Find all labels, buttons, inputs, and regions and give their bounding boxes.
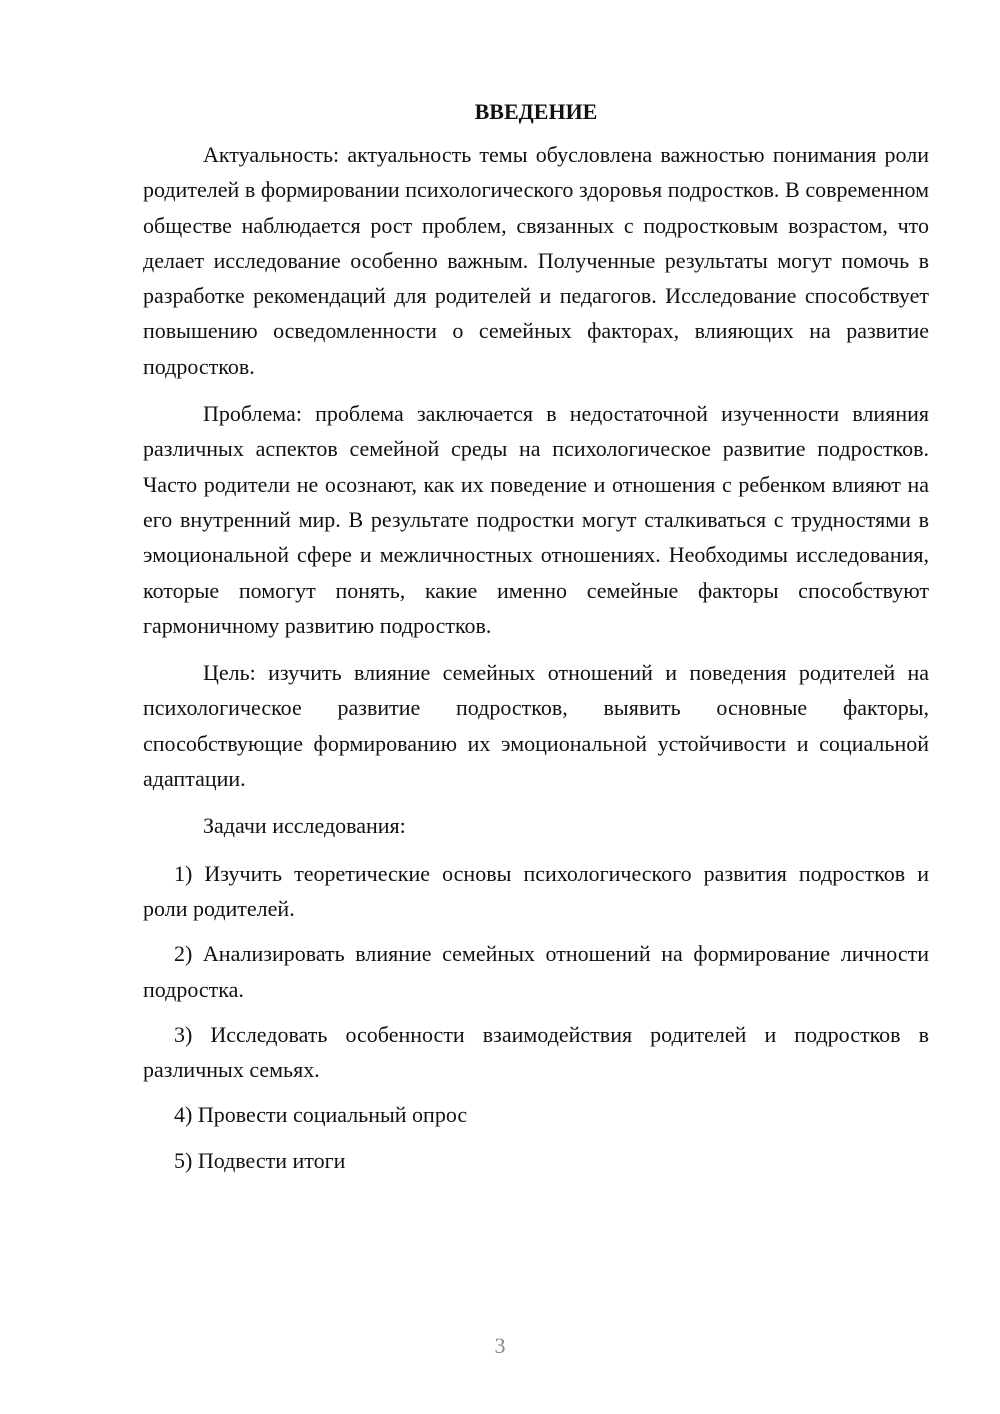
tasks-list xyxy=(143,856,929,1178)
list-item: 1) Изучить теоретические основы психологического развития подростков и роли родителей. xyxy=(143,860,929,921)
list-item: 4) Провести социальный опрос xyxy=(174,1102,468,1128)
list-item: 2) Анализировать влияние семейных отношений на формирование личности подростка. xyxy=(143,941,929,1002)
list-item: 3) Исследовать особенности взаимодействия родителей и подростков в различных семьях. xyxy=(143,1021,929,1083)
paragraph-relevance: Актуальность: актуальность темы обусловлена важностью понимания роли родителей в формировании психологического здоровья подростков. В современном обществе наблюдается рост проблем, связанных с подростковым возрастом, что делает исследование особенно важным. Полученные результаты могут помочь в разработке рекомендаций для родителей и педагогов. Исследование способствует повышению осведомленности о семейных факторах, влияющих на развитие подростков. xyxy=(143,142,929,379)
tasks-heading: Задачи исследования: xyxy=(203,813,406,839)
page-content xyxy=(143,97,929,1188)
paragraph-goal: Цель: изучить влияние семейных отношений и поведения родителей на психологическое развитие подростков, выявить основные факторы, способствующие формированию их эмоциональной устойчивости и социальной адаптации. xyxy=(143,660,929,792)
page-number: 3 xyxy=(494,1333,506,1358)
page-title: ВВЕДЕНИЕ xyxy=(474,99,598,124)
paragraph-problem: Проблема: проблема заключается в недостаточной изученности влияния различных аспектов семейной среды на психологическое развитие подростков. Часто родители не осознают, как их поведение и отношения с ребенком влияют на его внутренний мир. В результате подростки могут сталкиваться с трудностями в эмоциональной сфере и межличностных отношениях. Необходимы исследования, которые помогут понять, какие именно семейные факторы способствуют гармоничному развитию подростков. xyxy=(143,401,929,638)
list-item: 5) Подвести итоги xyxy=(174,1147,346,1173)
